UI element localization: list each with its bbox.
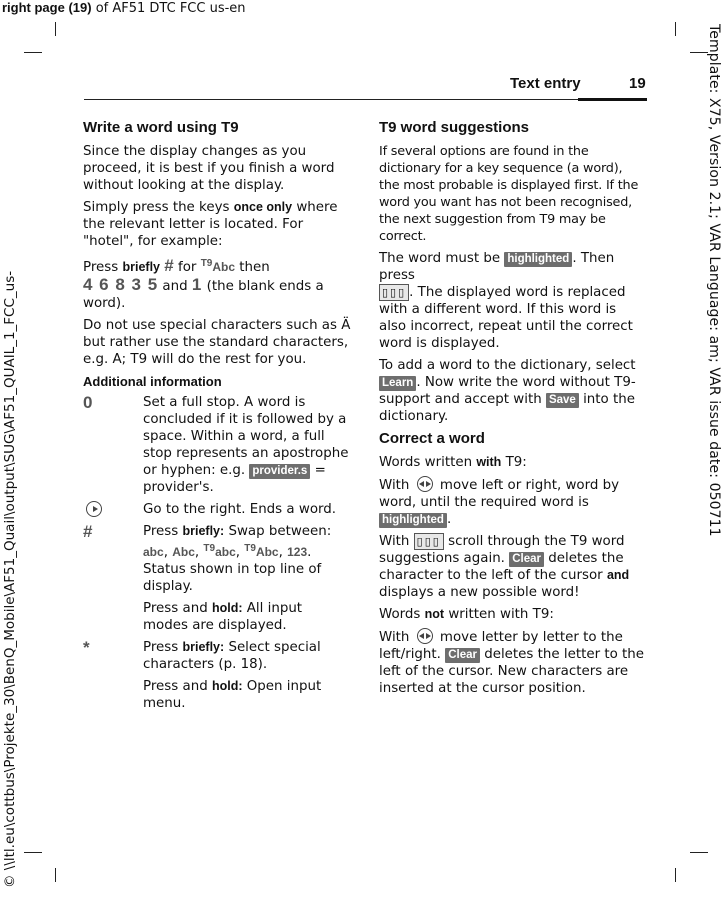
nav-key-icon: ▯▯▯ (414, 533, 444, 550)
softkey-save: Save (546, 393, 579, 408)
softkey-highlighted: highlighted (504, 252, 572, 267)
info-row-hash: # Press briefly: Swap between: abc, Abc, $^{T9}$abc, $^{T9}$Abc, 123. Status shown in top line of display. Press and hold: All input modes are displayed. (83, 522, 332, 633)
star-key-icon: * (83, 638, 90, 657)
heading-write-word: Write a word using T9 (83, 119, 239, 136)
softkey-clear: Clear (445, 648, 480, 663)
header-rule (84, 99, 647, 100)
crop-mark (675, 22, 676, 36)
info-row-right: Go to the right. Ends a word. (83, 501, 351, 518)
paragraph: Since the display changes as you proceed, it is best if you finish a word without looking at the display. (83, 144, 335, 193)
info-row-star: * Press briefly: Select special characters (p. 18). Press and hold: Open input menu. (83, 638, 322, 711)
hash-key-icon: # (164, 256, 174, 275)
paragraph: To add a word to the dictionary, select Learn . Now write the word without T9-support and accept with Save into the dictionary. (379, 358, 636, 424)
key-sequence: 4 6 8 3 5 (83, 275, 159, 294)
paragraph: Words written with T9: (379, 455, 527, 470)
paragraph: If several options are found in the dictionary for a key sequence (a word), the most probable is displayed first. If the word you want has not been recognised, the next suggestion from T9 may be correct. (379, 144, 639, 244)
document-header (2, 0, 246, 16)
paragraph: With move letter by letter to the left/right. Clear deletes the letter to the left of the cursor. New characters are inserted at the cursor position. (379, 630, 645, 696)
paragraph: Words not written with T9: (379, 607, 554, 622)
joystick-left-right-icon (417, 476, 433, 492)
key-one: 1 (191, 275, 203, 294)
joystick-left-right-icon (417, 628, 433, 644)
crop-mark (690, 852, 708, 853)
paragraph: Do not use special characters such as Ä but rather use the standard characters, e.g. A; T9 will do the rest for you. (83, 318, 351, 367)
crop-mark (675, 868, 676, 882)
right-column (379, 119, 645, 702)
paragraph: With move left or right, word by word, until the required word is highlighted . (379, 478, 620, 527)
crop-mark (55, 22, 56, 36)
joystick-right-icon (86, 501, 102, 517)
paragraph: Simply press the keys once only where the relevant letter is located. For "hotel", for example: (83, 200, 338, 249)
page-number: 19 (629, 75, 646, 92)
crop-mark (24, 852, 42, 853)
info-row-zero: 0 Set a full stop. A word is concluded if it is followed by a space. Within a word, a full stop represents an apostrophe or hyphen: e.g. provider.s = provider's. (83, 393, 349, 495)
section-title: Text entry (510, 75, 581, 92)
left-column (83, 119, 351, 717)
zero-key-icon: 0 (83, 393, 93, 412)
template-info: Template: X75, Version 2.1; VAR Language: am; VAR issue date: 050711 (706, 24, 722, 537)
paragraph: The word must be highlighted . Then press ▯▯▯ . The displayed word is replaced with a different word. If this word is also incorrect, repeat until the correct word is displayed. (379, 251, 633, 351)
heading-additional-info: Additional information (83, 374, 222, 389)
hash-key-icon: # (83, 522, 93, 541)
header-doc-name: of AF51 DTC FCC us-en (95, 1, 246, 16)
softkey-clear: Clear (509, 552, 544, 567)
crop-mark (24, 52, 42, 53)
softkey-highlighted: highlighted (379, 513, 447, 528)
softkey-provider: provider.s (249, 464, 310, 479)
header-rule-accent (578, 98, 647, 101)
nav-key-icon: ▯▯▯ (379, 284, 409, 301)
file-path: © \\ltl.eu\cottbus\Projekte_30\BenQ_Mobile\AF51_Quail\output\SUG\AF51_QUAIL_1_FCC_us- (2, 270, 18, 888)
heading-correct-word: Correct a word (379, 430, 485, 447)
paragraph: Press briefly # for $^{T9}$Abc then 4 6 8 3 5 and 1 (the blank ends a word). (83, 256, 324, 311)
paragraph: With ▯▯▯ scroll through the T9 word suggestions again. Clear deletes the character to the left of the cursor and displays a new possible word! (379, 534, 630, 600)
softkey-learn: Learn (379, 376, 416, 391)
heading-t9-suggestions: T9 word suggestions (379, 119, 530, 136)
header-page-ref: right page (19) (2, 0, 92, 15)
crop-mark (55, 868, 56, 882)
